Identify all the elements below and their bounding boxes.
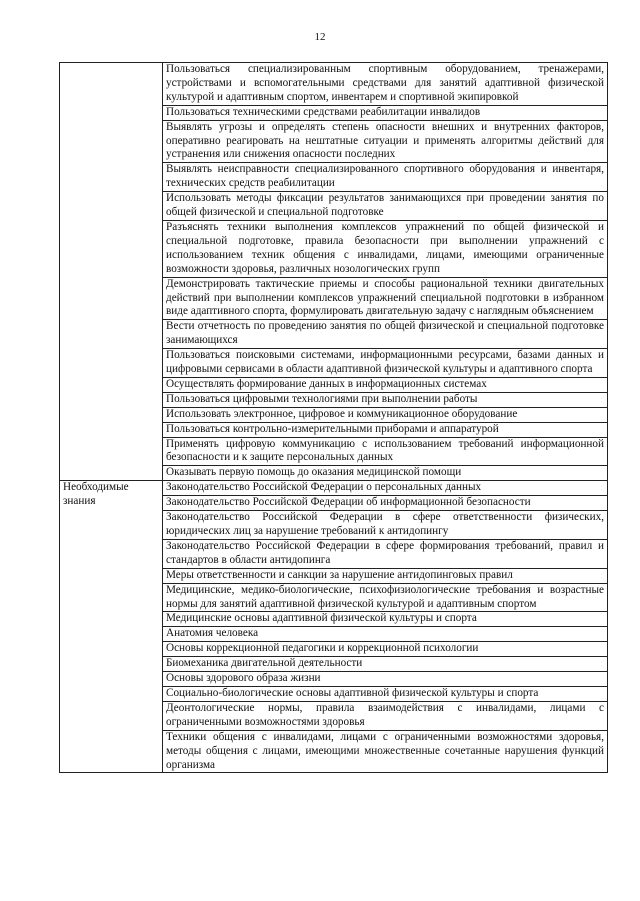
table-row xyxy=(60,481,608,496)
skill-item: Пользоваться техническими средствами реабилитации инвалидов xyxy=(163,105,608,120)
skill-item: Пользоваться специализированным спортивным оборудованием, тренажерами, устройствами и вспомогательными средствами для занятий адаптивной физической культурой и адаптивным спортом, инвентарем и спортивной экипировкой xyxy=(163,63,608,106)
knowledge-item: Медицинские основы адаптивной физической культуры и спорта xyxy=(163,612,608,627)
knowledge-item: Анатомия человека xyxy=(163,627,608,642)
skill-item: Пользоваться поисковыми системами, информационными ресурсами, базами данных и цифровыми сервисами в области адаптивной физической культуры и адаптивного спорта xyxy=(163,349,608,378)
page-number: 12 xyxy=(314,31,326,43)
knowledge-item: Биомеханика двигательной деятельности xyxy=(163,657,608,672)
skills-label-cell xyxy=(60,63,163,481)
skill-item: Выявлять неисправности специализированного спортивного оборудования и инвентаря, технических средств реабилитации xyxy=(163,163,608,192)
knowledge-item: Социально-биологические основы адаптивной физической культуры и спорта xyxy=(163,686,608,701)
knowledge-item: Техники общения с инвалидами, лицами с ограниченными возможностями здоровья, методы общения с лицами, имеющими множественные сочетанные нарушения функций организма xyxy=(163,730,608,773)
table-row xyxy=(60,63,608,106)
knowledge-item: Основы здорового образа жизни xyxy=(163,672,608,687)
skill-item: Вести отчетность по проведению занятия по общей физической и специальной подготовке занимающихся xyxy=(163,320,608,349)
knowledge-item: Законодательство Российской Федерации в сфере ответственности физических, юридических лиц за нарушение требований к антидопингу xyxy=(163,511,608,540)
skill-item: Использовать электронное, цифровое и коммуникационное оборудование xyxy=(163,407,608,422)
knowledge-item: Меры ответственности и санкции за нарушение антидопинговых правил xyxy=(163,568,608,583)
skill-item: Осуществлять формирование данных в информационных системах xyxy=(163,377,608,392)
skill-item: Пользоваться цифровыми технологиями при выполнении работы xyxy=(163,392,608,407)
skill-item: Использовать методы фиксации результатов занимающихся при проведении занятия по общей физической и специальной подготовке xyxy=(163,192,608,221)
knowledge-item: Основы коррекционной педагогики и коррекционной психологии xyxy=(163,642,608,657)
skill-item: Выявлять угрозы и определять степень опасности внешних и внутренних факторов, оперативно реагировать на нештатные ситуации и применять алгоритмы действий для устранения или снижения опасности последних xyxy=(163,120,608,163)
skill-item: Оказывать первую помощь до оказания медицинской помощи xyxy=(163,466,608,481)
skill-item: Пользоваться контрольно-измерительными приборами и аппаратурой xyxy=(163,422,608,437)
knowledge-label: Необходимые знания xyxy=(63,481,129,508)
knowledge-item: Законодательство Российской Федерации о персональных данных xyxy=(163,481,608,496)
knowledge-item: Медицинские, медико-биологические, психофизиологические требования и возрастные нормы для занятий адаптивной физической культурой и адаптивным спортом xyxy=(163,583,608,612)
skill-item: Разъяснять техники выполнения комплексов упражнений по общей физической и специальной подготовке, правила безопасности при выполнении упражнений с использованием техник общения с инвалидами, лицами, имеющими ограниченные возможности здоровья, различных нозологических групп xyxy=(163,220,608,277)
knowledge-label-cell xyxy=(60,481,163,773)
skill-item: Применять цифровую коммуникацию с использованием требований информационной безопасности и к защите персональных данных xyxy=(163,437,608,466)
skill-item: Демонстрировать тактические приемы и способы рациональной техники двигательных действий при выполнении комплексов упражнений специальной подготовки в избранном виде адаптивного спорта, формулировать двигательную задачу с наглядным объяснением xyxy=(163,277,608,320)
knowledge-item: Деонтологические нормы, правила взаимодействия с инвалидами, лицами с ограниченными возможностями здоровья xyxy=(163,701,608,730)
requirements-table xyxy=(59,62,608,773)
knowledge-item: Законодательство Российской Федерации об информационной безопасности xyxy=(163,496,608,511)
knowledge-item: Законодательство Российской Федерации в сфере формирования требований, правил и стандартов в области антидопинга xyxy=(163,539,608,568)
